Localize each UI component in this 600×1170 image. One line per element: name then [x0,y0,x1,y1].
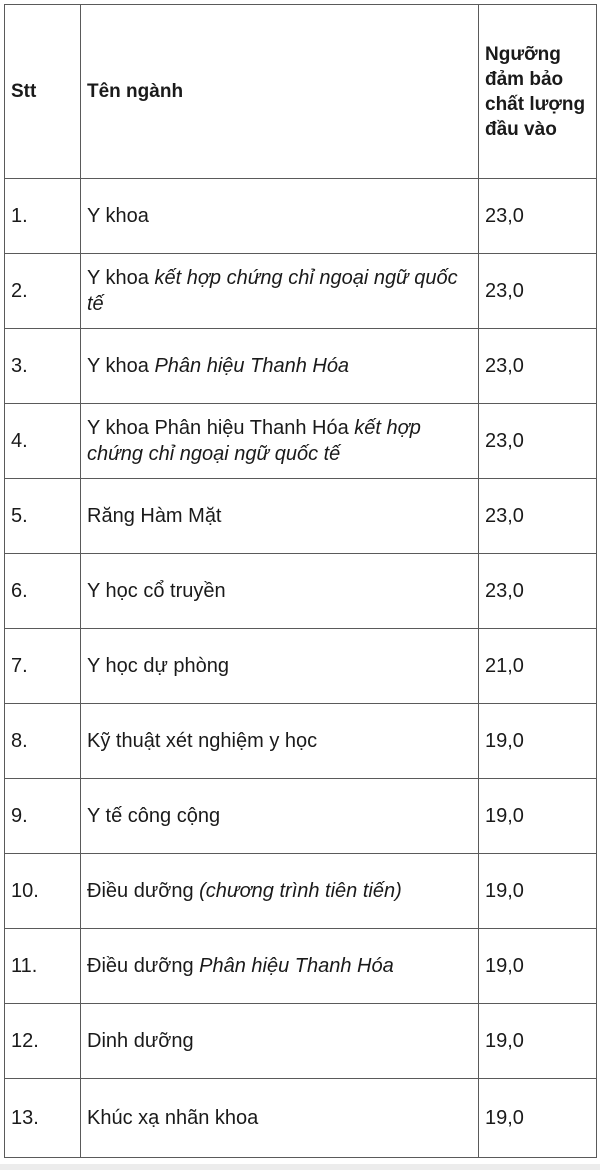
row-number: 11. [5,929,81,1004]
table-row [5,329,597,404]
table-row [5,1004,597,1079]
row-number: 1. [5,179,81,254]
program-name-text: Răng Hàm Mặt [87,505,222,527]
program-name [81,1004,479,1079]
program-name [81,479,479,554]
bottom-edge [0,1164,600,1170]
threshold-score: 23,0 [479,329,597,404]
program-name [81,254,479,329]
program-name [81,929,479,1004]
program-name-text: Điều dưỡng [87,880,200,902]
program-name-text: Y học cổ truyền [87,580,226,602]
program-name [81,404,479,479]
header-threshold-score: Ngưỡng đảm bảo chất lượng đầu vào [479,5,597,179]
table-row [5,404,597,479]
program-name-text: Kỹ thuật xét nghiệm y học [87,730,318,752]
program-name-text: Y khoa [87,267,155,289]
header-stt: Stt [5,5,81,179]
program-name [81,1079,479,1158]
threshold-score: 23,0 [479,554,597,629]
table-header-row [5,5,597,179]
row-number: 7. [5,629,81,704]
threshold-score: 19,0 [479,929,597,1004]
threshold-score: 19,0 [479,854,597,929]
row-number: 13. [5,1079,81,1158]
threshold-score: 21,0 [479,629,597,704]
threshold-score: 19,0 [479,779,597,854]
table-row [5,929,597,1004]
threshold-score: 19,0 [479,1004,597,1079]
program-name [81,854,479,929]
table-row [5,629,597,704]
row-number: 6. [5,554,81,629]
admission-threshold-table [4,4,597,1158]
table-row [5,254,597,329]
threshold-score: 23,0 [479,479,597,554]
row-number: 8. [5,704,81,779]
row-number: 4. [5,404,81,479]
program-name-italic-text: (chương trình tiên tiến) [199,880,402,902]
table-row [5,779,597,854]
program-name-text: Y khoa [87,355,155,377]
row-number: 5. [5,479,81,554]
program-name-text: Y khoa [87,205,149,227]
table-row [5,479,597,554]
row-number: 12. [5,1004,81,1079]
table-row [5,854,597,929]
row-number: 10. [5,854,81,929]
program-name-italic-text: kết hợp chứng chỉ ngoại ngữ quốc tế [87,417,421,465]
program-name-italic-text: kết hợp chứng chỉ ngoại ngữ quốc tế [87,267,458,315]
table-row [5,179,597,254]
program-name-text: Khúc xạ nhãn khoa [87,1107,259,1129]
program-name-text: Y khoa Phân hiệu Thanh Hóa [87,417,355,439]
table-body [5,179,597,1158]
program-name [81,179,479,254]
program-name [81,779,479,854]
row-number: 3. [5,329,81,404]
table-row [5,704,597,779]
table-row [5,554,597,629]
program-name [81,554,479,629]
program-name-text: Y tế công cộng [87,805,221,827]
header-program-name: Tên ngành [81,5,479,179]
threshold-score: 23,0 [479,254,597,329]
program-name-text: Điều dưỡng [87,955,200,977]
row-number: 9. [5,779,81,854]
table-row [5,1079,597,1158]
program-name [81,629,479,704]
threshold-score: 19,0 [479,1079,597,1158]
program-name-text: Dinh dưỡng [87,1030,194,1052]
program-name [81,329,479,404]
program-name-italic-text: Phân hiệu Thanh Hóa [154,355,350,377]
row-number: 2. [5,254,81,329]
threshold-score: 23,0 [479,404,597,479]
threshold-score: 19,0 [479,704,597,779]
threshold-score: 23,0 [479,179,597,254]
program-name [81,704,479,779]
program-name-text: Y học dự phòng [87,655,230,677]
program-name-italic-text: Phân hiệu Thanh Hóa [199,955,394,977]
